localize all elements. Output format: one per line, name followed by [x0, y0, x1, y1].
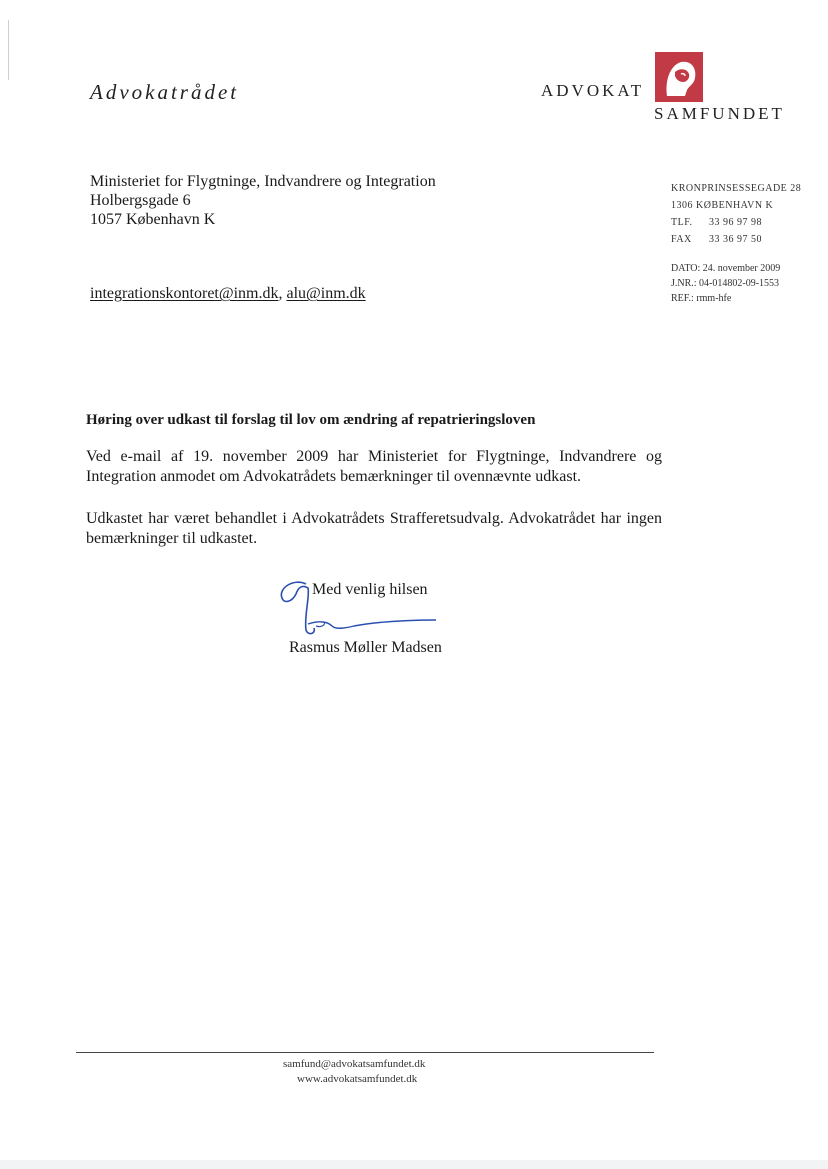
recipient-name: Ministeriet for Flygtninge, Indvandrere og Integration	[90, 173, 436, 190]
letter-date: DATO: 24. november 2009	[671, 263, 781, 274]
scan-bottom-edge	[0, 1160, 828, 1169]
recipient-address	[90, 172, 436, 229]
reference-initials: REF.: rmm-hfe	[671, 293, 732, 304]
email-link-alu[interactable]: alu@inm.dk	[286, 285, 366, 302]
fax-label: FAX	[671, 234, 692, 245]
recipient-city: 1057 København K	[90, 211, 216, 228]
footer-website-link[interactable]: www.advokatsamfundet.dk	[297, 1073, 418, 1085]
phone-number: 33 96 97 98	[709, 217, 762, 228]
signer-name: Rasmus Møller Madsen	[289, 639, 442, 656]
sender-fax	[671, 231, 801, 248]
closing-salutation: Med venlig hilsen	[312, 581, 428, 598]
advokatsamfundet-emblem-icon	[655, 52, 703, 102]
sender-phone	[671, 214, 801, 231]
logo-text-bottom: SAMFUNDET	[654, 104, 785, 123]
reference-block	[671, 261, 780, 306]
email-link-integration[interactable]: integrationskontoret@inm.dk	[90, 285, 279, 302]
footer-divider	[76, 1052, 654, 1053]
recipient-emails	[90, 285, 366, 303]
fax-number: 33 36 97 50	[709, 234, 762, 245]
footer-email-link[interactable]: samfund@advokatsamfundet.dk	[283, 1058, 426, 1070]
scan-edge-mark	[8, 20, 9, 80]
body-paragraph-1: Ved e-mail af 19. november 2009 har Ministeriet for Flygtninge, Indvandrere og Integration anmodet om Advokatrådets bemærkninger til ovennævnte udkast.	[86, 448, 662, 485]
letter-subject: Høring over udkast til forslag til lov om ændring af repatrieringsloven	[86, 412, 536, 428]
phone-label: TLF.	[671, 217, 693, 228]
journal-number: J.NR.: 04-014802-09-1553	[671, 278, 780, 289]
sender-contact-block	[671, 180, 801, 248]
sender-city: 1306 KØBENHAVN K	[671, 200, 774, 211]
logo-text-top: ADVOKAT	[541, 81, 645, 100]
left-brand-title: Advokatrådet	[90, 80, 240, 104]
recipient-street: Holbergsgade 6	[90, 192, 191, 209]
email-separator: ,	[278, 285, 287, 302]
sender-street: KRONPRINSESSEGADE 28	[671, 183, 802, 194]
body-paragraph-2: Udkastet har været behandlet i Advokatrådets Strafferetsudvalg. Advokatrådet har ingen bemærkninger til udkastet.	[86, 510, 662, 547]
handwritten-signature	[276, 576, 444, 638]
